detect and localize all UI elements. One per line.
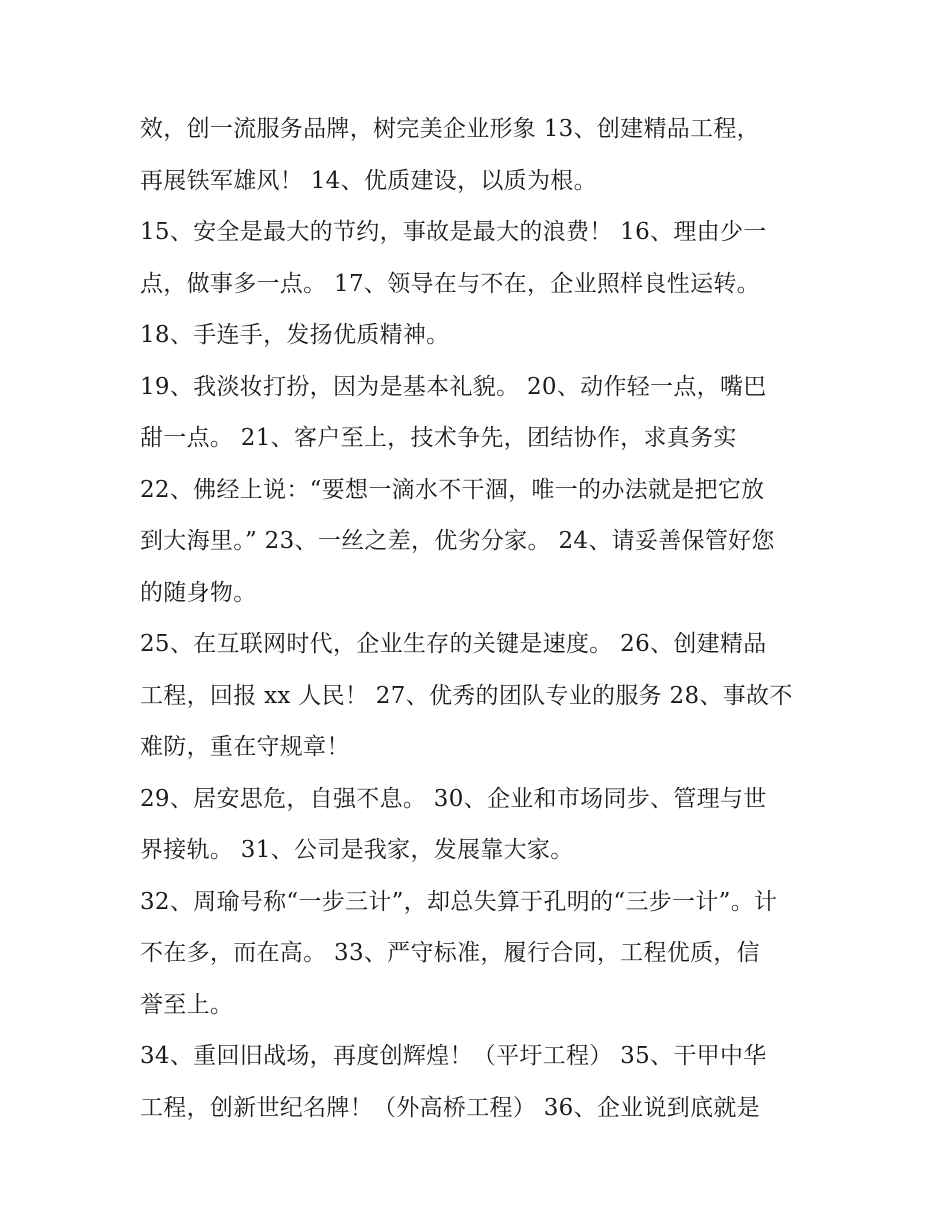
text-line: 界接轨。 31、公司是我家，发展靠大家。 (140, 837, 574, 863)
text-line: 的随身物。 (140, 579, 257, 606)
text-line: 效，创一流服务品牌，树完美企业形象 13、创建精品工程， (140, 116, 760, 142)
text-line: 工程，回报 xx 人民！ 27、优秀的团队专业的服务 28、事故不 (140, 682, 793, 709)
text-line: 不在多，而在高。 33、严守标准，履行合同，工程优质，信 (140, 940, 760, 966)
text-line: 点，做事多一点。 17、领导在与不在，企业照样良性运转。 (140, 270, 760, 297)
text-line: 22、佛经上说：“要想一滴水不干涸，唯一的办法就是把它放 (140, 476, 765, 503)
text-line: 32、周瑜号称“一步三计”，却总失算于孔明的“三步一计”。计 (140, 888, 778, 915)
text-line: 18、手连手，发扬优质精神。 (140, 322, 450, 348)
text-line: 25、在互联网时代，企业生存的关键是速度。 26、创建精品 (140, 631, 767, 657)
body-text (140, 104, 820, 1134)
text-line: 34、重回旧战场，再度创辉煌！（平圩工程） 35、干甲中华 (140, 1043, 767, 1069)
text-line: 誉至上。 (140, 991, 234, 1018)
text-line: 难防，重在守规章！ (140, 734, 350, 760)
text-line: 19、我淡妆打扮，因为是基本礼貌。 20、动作轻一点，嘴巴 (140, 373, 767, 400)
text-line: 29、居安思危，自强不息。 30、企业和市场同步、管理与世 (140, 785, 767, 812)
text-line: 再展铁军雄风！ 14、优质建设，以质为根。 (140, 167, 597, 194)
text-line: 甜一点。 21、客户至上，技术争先，团结协作，求真务实 (140, 425, 737, 451)
text-line: 工程，创新世纪名牌！（外高桥工程） 36、企业说到底就是 (140, 1094, 760, 1121)
text-line: 到大海里。” 23、一丝之差，优劣分家。 24、请妥善保管好您 (140, 528, 775, 554)
text-line: 15、安全是最大的节约，事故是最大的浪费！ 16、理由少一 (140, 219, 767, 245)
